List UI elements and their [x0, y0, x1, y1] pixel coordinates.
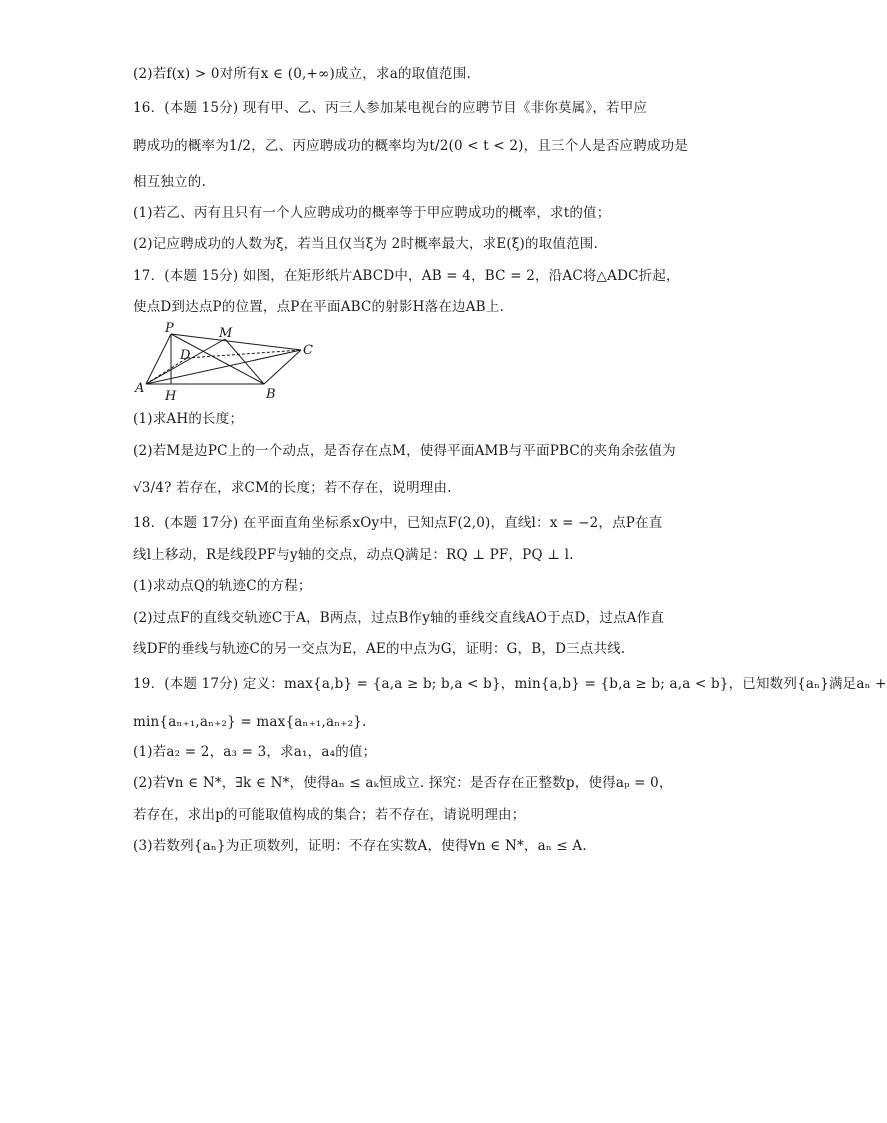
- q17-part1: (1)求AH的长度；: [133, 411, 244, 427]
- label-P: P: [165, 321, 174, 336]
- label-C: C: [303, 343, 313, 358]
- q18-part1: (1)求动点Q的轨迹C的方程；: [133, 578, 312, 594]
- q17-part2-line2: √3/4? 若存在，求CM的长度；若不存在，说明理由.: [133, 480, 452, 496]
- q19-part3: (3)若数列{aₙ}为正项数列，证明：不存在实数A，使得∀n ∈ N*，aₙ ≤ A.: [133, 838, 587, 854]
- q18-part2-line1: (2)过点F的直线交轨迹C于A，B两点，过点B作y轴的垂线交直线AO于点D，过点A作直: [133, 610, 665, 626]
- folded-rectangle-figure: [133, 320, 323, 402]
- q19-part1: (1)若a₂ = 2，a₃ = 3，求a₁，a₄的值；: [133, 744, 377, 760]
- q16-stem-line2: 聘成功的概率为1/2，乙、丙应聘成功的概率均为t/2(0 < t < 2)，且三个人是否应聘成功是: [133, 138, 689, 154]
- q17-stem-line1: 17．(本题 15分) 如图，在矩形纸片ABCD中，AB = 4，BC = 2，沿AC将△ADC折起，: [133, 268, 680, 284]
- label-B: B: [266, 387, 276, 402]
- q16-stem-line1: 16．(本题 15分) 现有甲、乙、丙三人参加某电视台的应聘节目《非你莫属》，若甲应: [133, 100, 648, 116]
- q17-part2-line1: (2)若M是边PC上的一个动点，是否存在点M，使得平面AMB与平面PBC的夹角余弦值为: [133, 443, 676, 459]
- q18-stem-line2: 线l上移动，R是线段PF与y轴的交点，动点Q满足：RQ ⊥ PF，PQ ⊥ l.: [133, 547, 574, 563]
- q16-stem-line3: 相互独立的.: [133, 174, 206, 190]
- q16-part1: (1)若乙、丙有且只有一个人应聘成功的概率等于甲应聘成功的概率，求t的值；: [133, 205, 611, 221]
- label-D: D: [180, 348, 191, 363]
- label-M: M: [219, 326, 233, 341]
- q18-part2-line2: 线DF的垂线与轨迹C的另一交点为E，AE的中点为G，证明：G，B，D三点共线.: [133, 641, 626, 657]
- q19-stem-line2: min{aₙ₊₁,aₙ₊₂} = max{aₙ₊₁,aₙ₊₂}.: [133, 714, 367, 730]
- q19-part2-line2: 若存在，求出p的可能取值构成的集合；若不存在，请说明理由；: [133, 807, 526, 823]
- label-H: H: [165, 389, 177, 404]
- q18-stem-line1: 18．(本题 17分) 在平面直角坐标系xOy中，已知点F(2,0)，直线l：x = −2，点P在直: [133, 515, 663, 531]
- q15-part2: (2)若f(x) > 0对所有x ∈ (0,+∞)成立，求a的取值范围.: [133, 66, 471, 82]
- q17-stem-line2: 使点D到达点P的位置，点P在平面ABC的射影H落在边AB上.: [133, 299, 504, 315]
- label-A: A: [135, 381, 145, 396]
- q16-part2: (2)记应聘成功的人数为ξ，若当且仅当ξ为 2时概率最大，求E(ξ)的取值范围.: [133, 236, 598, 252]
- q19-stem-line1: 19．(本题 17分) 定义：max{a,b} = {a,a ≥ b; b,a < b}，min{a,b} = {b,a ≥ b; a,a < b}，已知数列{aₙ}满足aₙ +: [133, 676, 887, 692]
- q19-part2-line1: (2)若∀n ∈ N*，∃k ∈ N*，使得aₙ ≤ aₖ恒成立. 探究：是否存在正整数p，使得aₚ = 0，: [133, 775, 673, 791]
